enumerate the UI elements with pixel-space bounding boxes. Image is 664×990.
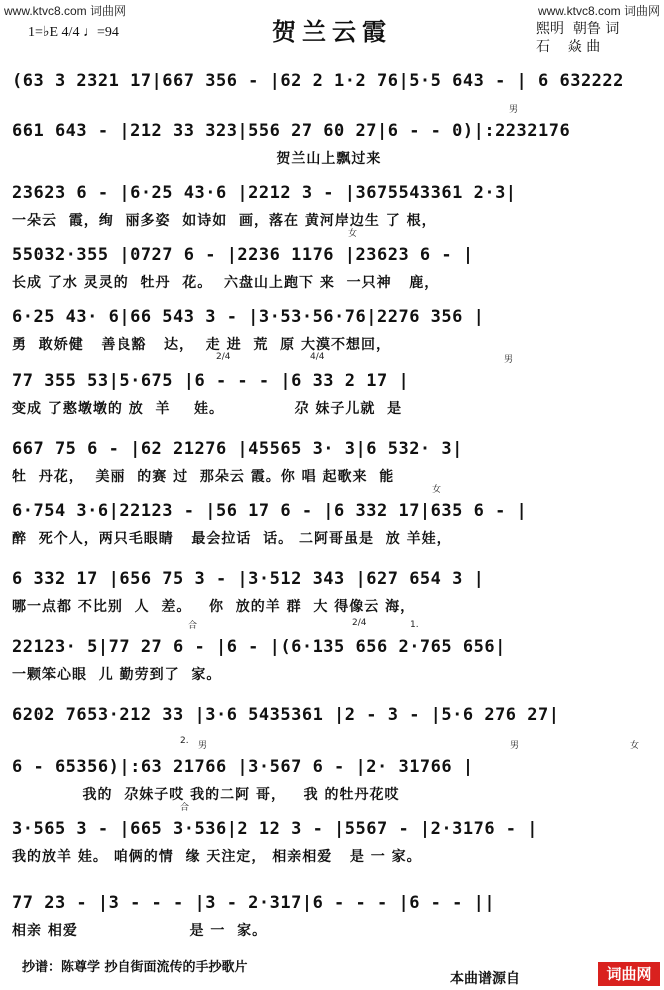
lyric-line: 醉 死个人，两只毛眼睛 最会拉话 话。 二阿哥虽是 放 羊娃，	[12, 531, 452, 547]
staff-row	[12, 485, 654, 558]
staff-row	[12, 352, 654, 428]
notation-line: 77 23 - |3 - - - |3 - 2·317|6 - - - |6 - - ||	[12, 893, 496, 913]
lyric-line: 变成 了憨墩墩的 放 羊 娃。 尕 妹子儿就 是	[12, 401, 403, 417]
key-signature: 1=♭E 4/4 ♩=94	[28, 25, 119, 40]
source-note: 本曲谱源自	[450, 971, 520, 987]
lyric-line: 牡 丹花， 美丽 的赛 过 那朵云 霞。你 唱 起歌来 能	[12, 469, 395, 485]
site-logo: 词曲网	[598, 962, 660, 986]
lyric-line: 一颗笨心眼 儿 勤劳到了 家。	[12, 667, 222, 683]
score-mark: 2/4	[216, 352, 231, 362]
notation-line: 661 643 - |212 33 323|556 27 60 27|6 - - 0)|:2232176	[12, 121, 571, 141]
score-mark: 女	[432, 485, 442, 495]
notation-line: 6 - 65356)|:63 21766 |3·567 6 - |2· 31766 |	[12, 757, 474, 777]
score-mark: 男	[504, 355, 514, 365]
lyric-line: 我的放羊 娃。 咱俩的情 缘 天注定， 相亲相爱 是 一 家。	[12, 849, 422, 865]
staff-row	[12, 229, 654, 302]
notation-line: 55032·355 |0727 6 - |2236 1176 |23623 6 - |	[12, 245, 474, 265]
lyric-line: 我的 尕妹子哎 我的二阿 哥， 我 的牡丹花哎	[12, 787, 400, 803]
staff-row	[12, 302, 654, 364]
composer-credit: 石 焱 曲	[536, 39, 601, 55]
song-title: 贺兰云霞	[272, 17, 392, 46]
notation-line: 3·565 3 - |665 3·536|2 12 3 - |5567 - |2·3176 - |	[12, 819, 539, 839]
score-mark: 女	[348, 229, 358, 239]
notation-line: 6·754 3·6|22123 - |56 17 6 - |6 332 17|635 6 - |	[12, 501, 528, 521]
notation-line: 77 355 53|5·675 |6 - - - |6 33 2 17 |	[12, 371, 410, 391]
notation-line: 23623 6 - |6·25 43·6 |2212 3 - |3675543361 2·3|	[12, 183, 517, 203]
lyric-line: 贺兰山上飘过来	[12, 151, 382, 167]
notation-line: 22123· 5|77 27 6 - |6 - |(6·135 656 2·765 656|	[12, 637, 506, 657]
lyric-line: 勇 敢娇健 善良豁 达， 走 进 荒 原 大漠不想回，	[12, 337, 391, 353]
staff-row	[12, 888, 654, 950]
staff-row	[12, 434, 654, 496]
staff-row	[12, 736, 654, 814]
score-mark: 1.	[410, 620, 419, 630]
score-mark: 4/4	[310, 352, 325, 362]
notation-line: 6·25 43· 6|66 543 3 - |3·53·56·76|2276 356 |	[12, 307, 485, 327]
notation-line: (63 3 2321 17|667 356 - |62 2 1·2 76|5·5 643 - | 6 632222	[12, 71, 624, 91]
notation-line: 6 332 17 |656 75 3 - |3·512 343 |627 654 3 |	[12, 569, 485, 589]
score-mark: 合	[180, 803, 190, 813]
score-mark: 男	[509, 105, 519, 115]
staff-row	[12, 618, 654, 694]
score-mark: 2/4	[352, 618, 367, 628]
notation-line: 667 75 6 - |62 21276 |45565 3· 3|6 532· 3|	[12, 439, 463, 459]
staff-row	[12, 105, 654, 178]
lyric-line: 一朵云 霞，绚 丽多姿 如诗如 画，落在 黄河岸边生 了 根，	[12, 213, 437, 229]
score-mark: 女	[630, 741, 640, 751]
lyric-line: 哪一点都 不比别 人 差。 你 放的羊 群 大 得像云 海，	[12, 599, 416, 615]
watermark-left: www.ktvc8.com 词曲网	[4, 4, 127, 18]
credits	[536, 20, 619, 56]
score-mark: 2.	[180, 736, 189, 746]
score-mark: 男	[510, 741, 520, 751]
lyric-line: 相亲 相爱 是 一 家。	[12, 923, 268, 939]
lyric-line	[12, 732, 654, 754]
score-mark: 合	[188, 621, 198, 631]
lyric-line: 长成 了水 灵灵的 牡丹 花。 六盘山上跑下 来 一只神 鹿，	[12, 275, 440, 291]
staff-row	[12, 178, 654, 240]
staff-row	[12, 803, 654, 876]
lyricist-credit: 熙明 朝鲁 词	[536, 21, 620, 37]
transcriber-note: 抄谱：陈尊学 抄自街面流传的手抄歌片	[22, 960, 248, 975]
staff-row	[12, 564, 654, 626]
score-mark: 男	[198, 741, 208, 751]
notation-line: 6202 7653·212 33 |3·6 5435361 |2 - 3 - |5·6 276 27|	[12, 705, 560, 725]
watermark-right: www.ktvc8.com 词曲网	[537, 4, 660, 18]
